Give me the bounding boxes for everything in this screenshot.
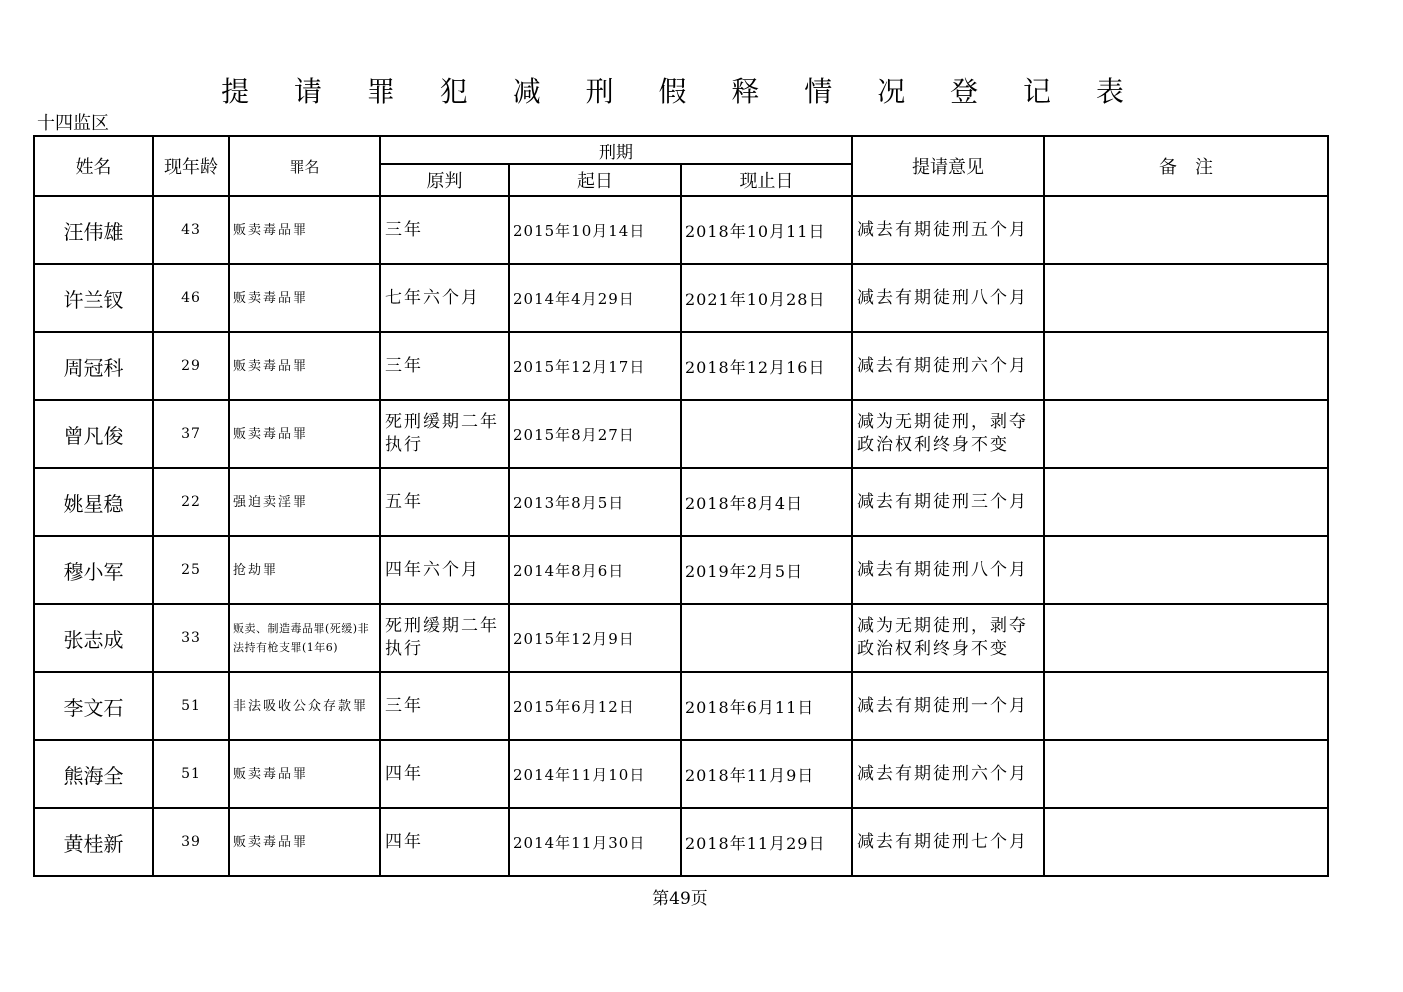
- table-row: [34, 808, 1328, 876]
- table-row: [34, 196, 1328, 264]
- cell-name: 周冠科: [34, 332, 153, 400]
- header-original-sentence: 原判: [380, 164, 509, 196]
- cell-original-sentence: 三年: [380, 332, 509, 400]
- cell-original-sentence: 四年: [380, 740, 509, 808]
- cell-opinion: 减去有期徒刑六个月: [852, 332, 1044, 400]
- cell-end-date: [681, 400, 852, 468]
- header-crime: 罪名: [229, 136, 380, 196]
- cell-age: 22: [153, 468, 229, 536]
- page-number: 第49页: [652, 889, 708, 909]
- cell-start-date: 2015年8月27日: [509, 400, 681, 468]
- cell-crime: 贩卖毒品罪: [229, 808, 380, 876]
- cell-name: 曾凡俊: [34, 400, 153, 468]
- cell-start-date: 2015年10月14日: [509, 196, 681, 264]
- cell-end-date: 2018年6月11日: [681, 672, 852, 740]
- cell-opinion: 减去有期徒刑三个月: [852, 468, 1044, 536]
- cell-end-date: 2018年8月4日: [681, 468, 852, 536]
- cell-original-sentence: 三年: [380, 672, 509, 740]
- cell-original-sentence: 死刑缓期二年执行: [380, 604, 509, 672]
- cell-end-date: 2018年11月9日: [681, 740, 852, 808]
- cell-original-sentence: 七年六个月: [380, 264, 509, 332]
- table-row: [34, 740, 1328, 808]
- header-start-date: 起日: [509, 164, 681, 196]
- cell-crime: 贩卖毒品罪: [229, 400, 380, 468]
- table-row: [34, 400, 1328, 468]
- table-row: [34, 604, 1328, 672]
- header-current-end-date: 现止日: [681, 164, 852, 196]
- cell-remarks: [1044, 264, 1328, 332]
- cell-name: 姚星稳: [34, 468, 153, 536]
- register-table: [33, 135, 1329, 877]
- header-sentence-group: 刑期: [380, 136, 852, 164]
- cell-age: 33: [153, 604, 229, 672]
- cell-remarks: [1044, 536, 1328, 604]
- cell-end-date: 2018年11月29日: [681, 808, 852, 876]
- cell-crime: 贩卖毒品罪: [229, 264, 380, 332]
- cell-start-date: 2014年11月30日: [509, 808, 681, 876]
- cell-crime: 贩卖毒品罪: [229, 740, 380, 808]
- cell-end-date: 2018年10月11日: [681, 196, 852, 264]
- cell-end-date: [681, 604, 852, 672]
- table-row: [34, 468, 1328, 536]
- cell-original-sentence: 死刑缓期二年执行: [380, 400, 509, 468]
- cell-name: 穆小军: [34, 536, 153, 604]
- cell-crime: 贩卖、制造毒品罪(死缓)非法持有枪支罪(1年6): [229, 604, 380, 672]
- cell-remarks: [1044, 468, 1328, 536]
- cell-remarks: [1044, 400, 1328, 468]
- header-opinion: 提请意见: [852, 136, 1044, 196]
- cell-name: 李文石: [34, 672, 153, 740]
- cell-original-sentence: 五年: [380, 468, 509, 536]
- cell-remarks: [1044, 808, 1328, 876]
- document-title: 提 请 罪 犯 减 刑 假 释 情 况 登 记 表: [221, 75, 1142, 108]
- cell-age: 51: [153, 672, 229, 740]
- cell-name: 张志成: [34, 604, 153, 672]
- cell-remarks: [1044, 196, 1328, 264]
- cell-age: 46: [153, 264, 229, 332]
- cell-start-date: 2015年12月17日: [509, 332, 681, 400]
- cell-crime: 贩卖毒品罪: [229, 196, 380, 264]
- cell-start-date: 2014年4月29日: [509, 264, 681, 332]
- cell-age: 43: [153, 196, 229, 264]
- cell-opinion: 减去有期徒刑八个月: [852, 536, 1044, 604]
- cell-opinion: 减去有期徒刑八个月: [852, 264, 1044, 332]
- table-row: [34, 672, 1328, 740]
- cell-age: 37: [153, 400, 229, 468]
- cell-remarks: [1044, 740, 1328, 808]
- table-row: [34, 536, 1328, 604]
- header-remarks: 备 注: [1044, 136, 1328, 196]
- cell-opinion: 减为无期徒刑，剥夺政治权利终身不变: [852, 400, 1044, 468]
- cell-opinion: 减去有期徒刑五个月: [852, 196, 1044, 264]
- cell-original-sentence: 三年: [380, 196, 509, 264]
- cell-opinion: 减去有期徒刑七个月: [852, 808, 1044, 876]
- table-row: [34, 264, 1328, 332]
- cell-start-date: 2013年8月5日: [509, 468, 681, 536]
- cell-end-date: 2021年10月28日: [681, 264, 852, 332]
- cell-crime: 抢劫罪: [229, 536, 380, 604]
- header-age: 现年龄: [153, 136, 229, 196]
- cell-age: 39: [153, 808, 229, 876]
- cell-crime: 非法吸收公众存款罪: [229, 672, 380, 740]
- cell-remarks: [1044, 604, 1328, 672]
- header-row-top: [34, 136, 1328, 164]
- cell-end-date: 2019年2月5日: [681, 536, 852, 604]
- cell-opinion: 减去有期徒刑六个月: [852, 740, 1044, 808]
- cell-crime: 强迫卖淫罪: [229, 468, 380, 536]
- cell-remarks: [1044, 332, 1328, 400]
- header-name: 姓名: [34, 136, 153, 196]
- cell-name: 汪伟雄: [34, 196, 153, 264]
- cell-name: 许兰钗: [34, 264, 153, 332]
- table-row: [34, 332, 1328, 400]
- cell-remarks: [1044, 672, 1328, 740]
- cell-end-date: 2018年12月16日: [681, 332, 852, 400]
- district-label: 十四监区: [37, 113, 109, 134]
- cell-name: 熊海全: [34, 740, 153, 808]
- cell-age: 51: [153, 740, 229, 808]
- cell-crime: 贩卖毒品罪: [229, 332, 380, 400]
- cell-start-date: 2014年8月6日: [509, 536, 681, 604]
- cell-start-date: 2015年6月12日: [509, 672, 681, 740]
- cell-original-sentence: 四年六个月: [380, 536, 509, 604]
- cell-original-sentence: 四年: [380, 808, 509, 876]
- cell-opinion: 减为无期徒刑，剥夺政治权利终身不变: [852, 604, 1044, 672]
- cell-name: 黄桂新: [34, 808, 153, 876]
- cell-opinion: 减去有期徒刑一个月: [852, 672, 1044, 740]
- cell-age: 29: [153, 332, 229, 400]
- cell-age: 25: [153, 536, 229, 604]
- cell-start-date: 2014年11月10日: [509, 740, 681, 808]
- cell-start-date: 2015年12月9日: [509, 604, 681, 672]
